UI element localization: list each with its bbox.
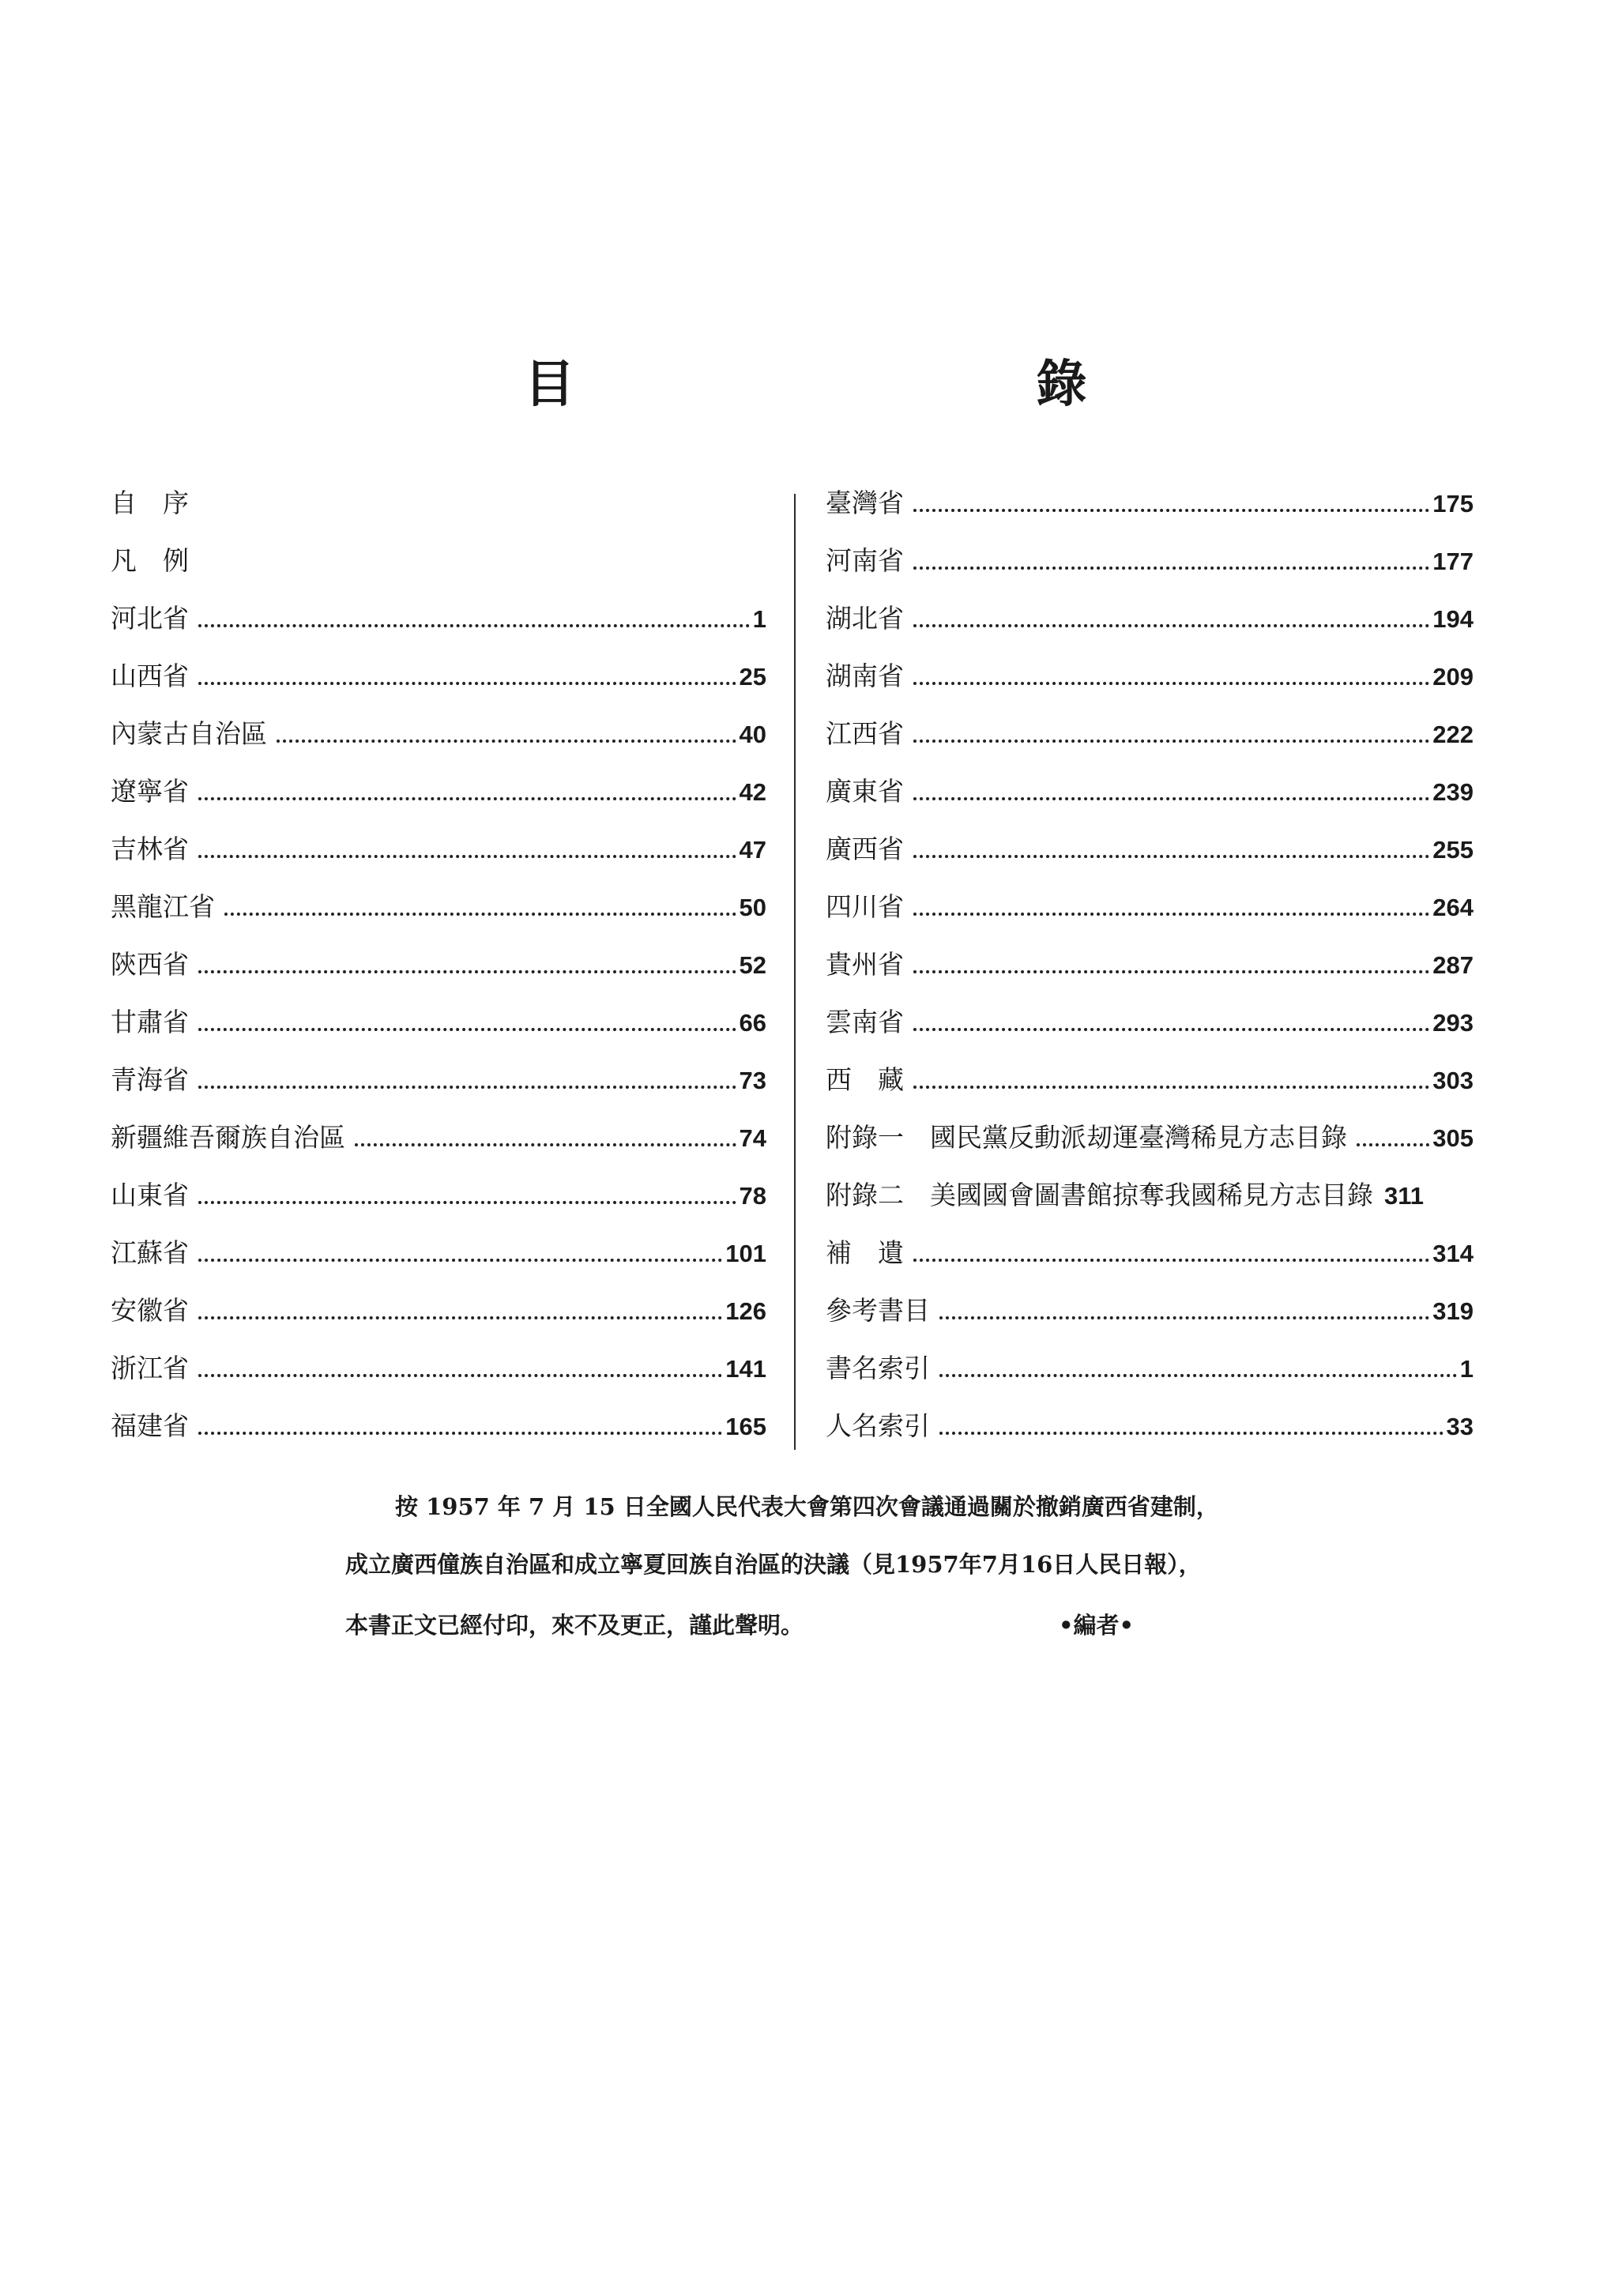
toc-entry <box>111 1009 766 1067</box>
toc-entry-page: 177 <box>1432 548 1474 575</box>
toc-entry <box>111 891 766 951</box>
toc-entry-page: 319 <box>1432 1297 1474 1325</box>
toc-entry-label: 吉林省 <box>111 834 189 864</box>
toc-leader-dots <box>355 1143 736 1146</box>
toc-leader-dots <box>913 566 1429 570</box>
toc-entry <box>826 545 1474 605</box>
toc-leader-dots <box>913 1028 1429 1031</box>
toc-entry <box>111 1124 766 1182</box>
toc-entry-label: 參考書目 <box>826 1295 930 1326</box>
toc-leader-dots <box>913 682 1429 685</box>
toc-entry-page: 209 <box>1432 663 1474 691</box>
toc-entry-label: 自 序 <box>111 487 189 518</box>
toc-entry-label: 廣西省 <box>826 834 904 864</box>
toc-leader-dots <box>913 970 1429 973</box>
toc-entry-page: 264 <box>1432 894 1474 921</box>
toc-leader-dots <box>198 1201 736 1204</box>
toc-entry <box>111 1297 766 1355</box>
toc-entry-label: 遼寧省 <box>111 776 189 807</box>
toc-entry-label: 江西省 <box>826 718 904 749</box>
toc-leader-dots <box>939 1316 1429 1319</box>
toc-leader-dots <box>198 624 750 627</box>
toc-entry-page: 141 <box>725 1355 766 1383</box>
toc-entry-page: 293 <box>1432 1009 1474 1037</box>
toc-leader-dots <box>913 740 1429 743</box>
toc-leader-dots <box>913 1259 1429 1262</box>
toc-entry-label: 臺灣省 <box>826 487 904 518</box>
toc-entry <box>826 1355 1474 1413</box>
toc-entry-page: 33 <box>1446 1413 1474 1440</box>
toc-entry-page: 175 <box>1432 490 1474 518</box>
toc-leader-dots <box>939 1432 1444 1435</box>
toc-entry-label: 安徽省 <box>111 1295 189 1326</box>
toc-entry-label: 廣東省 <box>826 776 904 807</box>
toc-entry <box>826 1182 1474 1240</box>
toc-entry <box>111 951 766 1009</box>
toc-entry-label: 人名索引 <box>826 1410 930 1441</box>
toc-entry-label: 河南省 <box>826 545 904 576</box>
toc-entry-label: 書名索引 <box>826 1353 930 1383</box>
toc-entry-label: 湖北省 <box>826 603 904 634</box>
toc-entry-label: 山西省 <box>111 661 189 691</box>
toc-entry <box>826 1297 1474 1355</box>
toc-leader-dots <box>198 1028 736 1031</box>
toc-entry-page: 1 <box>1459 1355 1474 1383</box>
toc-entry <box>111 1355 766 1413</box>
toc-entry <box>111 1182 766 1240</box>
toc-leader-dots <box>1357 1143 1429 1146</box>
toc-entry <box>826 487 1474 548</box>
toc-entry-label: 河北省 <box>111 603 189 634</box>
toc-entry <box>826 1237 1474 1297</box>
toc-entry <box>826 718 1474 778</box>
toc-entry-page: 42 <box>739 778 766 806</box>
toc-entry <box>111 1410 766 1470</box>
toc-entry-page: 66 <box>739 1009 766 1037</box>
toc-entry <box>826 605 1474 663</box>
toc-entry-page: 222 <box>1432 721 1474 748</box>
toc-entry-label: 凡 例 <box>111 545 189 576</box>
toc-entry-label: 貴州省 <box>826 949 904 980</box>
toc-entry-page: 73 <box>739 1067 766 1094</box>
toc-entry <box>826 1410 1474 1470</box>
toc-entry <box>111 836 766 894</box>
column-divider <box>794 494 796 1450</box>
toc-entry <box>111 1237 766 1297</box>
toc-entry-label: 山東省 <box>111 1180 189 1210</box>
toc-entry-page: 126 <box>725 1297 766 1325</box>
toc-entry <box>826 951 1474 1009</box>
toc-entry-page: 74 <box>739 1124 766 1152</box>
note-line-3: 本書正文已經付印，來不及更正，謹此聲明。 <box>345 1612 804 1639</box>
toc-leader-dots <box>939 1374 1457 1377</box>
toc-entry-page: 47 <box>739 836 766 864</box>
toc-entry-label: 江蘇省 <box>111 1237 189 1268</box>
toc-leader-dots <box>198 797 736 800</box>
editor-signature: •編者• <box>1059 1612 1135 1639</box>
toc-left-column <box>111 487 766 1470</box>
toc-entry-page: 305 <box>1432 1124 1474 1152</box>
toc-leader-dots <box>198 855 736 858</box>
toc-leader-dots <box>198 1432 722 1435</box>
toc-entry <box>111 487 766 548</box>
toc-entry <box>826 836 1474 894</box>
toc-entry-label: 甘肅省 <box>111 1007 189 1037</box>
toc-entry-label: 新疆維吾爾族自治區 <box>111 1122 345 1153</box>
toc-leader-dots <box>913 1086 1429 1089</box>
toc-entry-page: 25 <box>739 663 766 691</box>
toc-entry-page: 314 <box>1432 1240 1474 1267</box>
toc-entry-label: 四川省 <box>826 891 904 922</box>
page-title: 目 錄 <box>524 355 1293 414</box>
toc-entry-page: 50 <box>739 894 766 921</box>
toc-entry-label: 湖南省 <box>826 661 904 691</box>
toc-entry <box>111 718 766 778</box>
toc-leader-dots <box>198 970 736 973</box>
note-line-1: 按 1957 年 7 月 15 日全國人民代表大會第四次會議通過關於撤銷廣西省建制， <box>395 1493 1219 1520</box>
toc-entry <box>826 891 1474 951</box>
toc-leader-dots <box>198 1316 722 1319</box>
toc-entry <box>111 545 766 605</box>
toc-entry-page: 52 <box>739 951 766 979</box>
toc-entry-label: 附錄二 美國國會圖書館掠奪我國稀見方志目錄 <box>826 1180 1373 1210</box>
toc-entry <box>826 1009 1474 1067</box>
toc-entry-label: 福建省 <box>111 1410 189 1441</box>
toc-entry-page: 311 <box>1384 1182 1425 1210</box>
toc-entry-page: 101 <box>725 1240 766 1267</box>
toc-entry-label: 西 藏 <box>826 1064 904 1095</box>
toc-leader-dots <box>913 855 1429 858</box>
toc-entry-page: 239 <box>1432 778 1474 806</box>
toc-entry-page: 78 <box>739 1182 766 1210</box>
toc-leader-dots <box>198 682 736 685</box>
toc-leader-dots <box>913 913 1429 916</box>
toc-leader-dots <box>913 797 1429 800</box>
toc-leader-dots <box>224 913 736 916</box>
toc-entry-page: 1 <box>752 605 766 633</box>
toc-entry-label: 附錄一 國民黨反動派刼運臺灣稀見方志目錄 <box>826 1122 1347 1153</box>
toc-entry <box>826 1124 1474 1182</box>
toc-entry-label: 浙江省 <box>111 1353 189 1383</box>
toc-entry <box>826 778 1474 836</box>
toc-leader-dots <box>913 624 1429 627</box>
toc-entry <box>111 605 766 663</box>
toc-entry-label: 內蒙古自治區 <box>111 718 267 749</box>
toc-entry-page: 165 <box>725 1413 766 1440</box>
toc-right-column <box>826 487 1474 1470</box>
toc-entry-label: 補 遺 <box>826 1237 904 1268</box>
toc-leader-dots <box>198 1259 722 1262</box>
toc-entry-label: 陝西省 <box>111 949 189 980</box>
toc-entry-page: 40 <box>739 721 766 748</box>
toc-leader-dots <box>277 740 736 743</box>
toc-leader-dots <box>198 1086 736 1089</box>
toc-leader-dots <box>198 1374 722 1377</box>
toc-entry-label: 青海省 <box>111 1064 189 1095</box>
toc-entry-label: 黑龍江省 <box>111 891 215 922</box>
toc-entry-label: 雲南省 <box>826 1007 904 1037</box>
toc-entry <box>826 663 1474 721</box>
toc-entry-page: 194 <box>1432 605 1474 633</box>
toc-entry <box>111 778 766 836</box>
toc-entry <box>111 663 766 721</box>
note-line-2: 成立廣西僮族自治區和成立寧夏回族自治區的決議（見1957年7月16日人民日報）， <box>345 1551 1202 1578</box>
toc-entry <box>826 1064 1474 1124</box>
toc-entry-page: 287 <box>1432 951 1474 979</box>
toc-entry-page: 255 <box>1432 836 1474 864</box>
toc-entry <box>111 1064 766 1124</box>
toc-entry-page: 303 <box>1432 1067 1474 1094</box>
toc-leader-dots <box>913 509 1429 512</box>
